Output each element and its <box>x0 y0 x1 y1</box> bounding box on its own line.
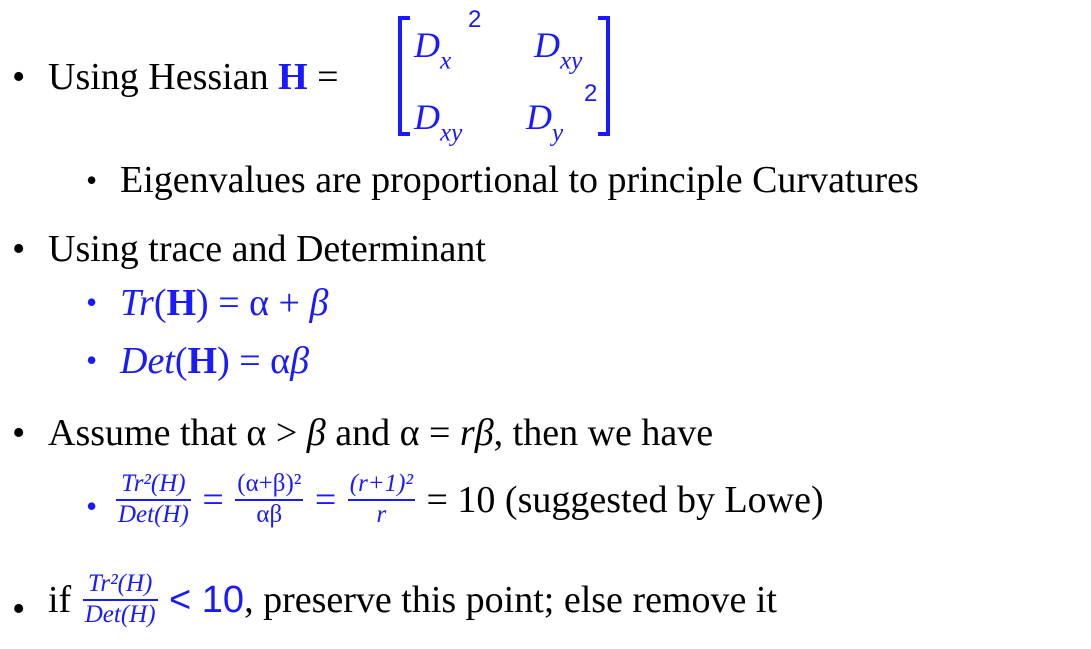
fraction-condition: $\frac{\text{Tr²(H)}}{\text{Det(H)}}$ <box>84 570 156 628</box>
ratio-formula: $\frac{\text{Tr²(H)}}{\text{Det(H)}}$ = $\frac{\text{(α+β)²}}{\alpha\beta}$ = $\frac{\text{(r+1)²}}{r}$ = 10 (suggested by Lowe) <box>118 470 824 528</box>
matrix-cell-dy2: $D_y$ <box>526 97 564 147</box>
bullet-dot: • <box>12 412 26 454</box>
hessian-label: Using Hessian <box>48 56 269 98</box>
bullet-dot: • <box>12 56 26 98</box>
bullet-2-text: Using trace and Determinant <box>48 228 486 270</box>
fraction-trace-over-det: $\frac{\text{Tr²(H)}}{\text{Det(H)}}$ <box>118 470 189 528</box>
sub-bullet-dot: • <box>86 342 98 378</box>
matrix-cell-dxy-top: $D_{xy}$ <box>534 25 583 75</box>
trace-formula: Tr(H) = α + β <box>120 282 329 324</box>
bullet-1-text <box>48 58 339 96</box>
sub-bullet-dot: • <box>86 284 98 320</box>
bullet-dot: • <box>12 228 26 270</box>
hessian-symbol: H <box>278 56 308 98</box>
bullet-3-text: Assume that α > β and α = rβ, then we have <box>48 412 714 454</box>
matrix-exp-2: 2 <box>584 80 598 107</box>
matrix-exp-1: 2 <box>468 6 482 33</box>
equals-sign: = <box>317 56 339 98</box>
matrix-cell-dxy-bottom: $D_{xy}$ <box>414 97 463 147</box>
sub-bullet-dot: • <box>86 162 98 198</box>
determinant-formula: Det(H) = αβ <box>120 340 310 382</box>
sub-bullet-dot: • <box>86 488 98 524</box>
bullet-dot: • <box>12 588 26 630</box>
bullet-4-text: if $\frac{\text{Tr²(H)}}{\text{Det(H)}}$ < 10, preserve this point; else remove it <box>48 570 777 628</box>
fraction-r: $\frac{\text{(r+1)²}}{r}$ <box>349 470 413 528</box>
fraction-alpha-beta: $\frac{\text{(α+β)²}}{\alpha\beta}$ <box>237 470 302 528</box>
matrix-cell-dx2: $D_x$ <box>414 25 452 75</box>
bullet-1-sub-text: Eigenvalues are proportional to principle Curvatures <box>120 159 919 201</box>
